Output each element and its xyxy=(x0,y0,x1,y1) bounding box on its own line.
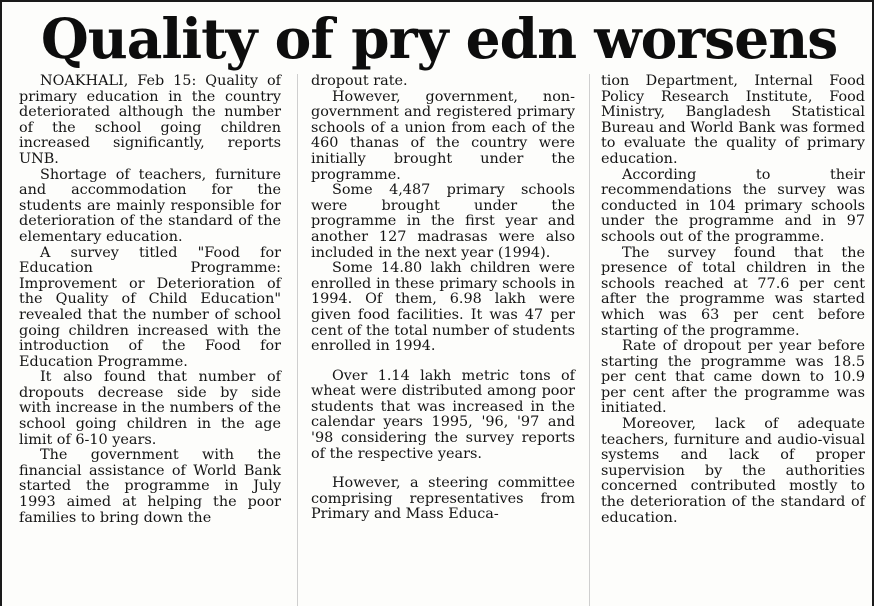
body-paragraph: According to their recommendations the survey was conducted in 104 primary schools under the programme and in 97 schools out of the programme. xyxy=(601,166,865,245)
body-paragraph: Over 1.14 lakh metric tons of wheat were distributed among poor students that was increased in the calendar years 1995, '96, '97 and '98 considering the survey reports of the respective years. xyxy=(311,367,575,462)
column-divider xyxy=(297,74,298,606)
body-paragraph-continued: tion Department, Internal Food Policy Research Institute, Food Ministry, Bangladesh Statistical Bureau and World Bank was formed to evaluate the quality of primary education. xyxy=(601,73,865,167)
body-paragraph: Moreover, lack of adequate teachers, furniture and audio-visual systems and lack of proper supervision by the authorities concerned contributed mostly to the deterioration of the standard of education. xyxy=(601,416,865,526)
dateline-paragraph: NOAKHALI, Feb 15: Quality of primary education in the country deteriorated although the number of the school going children increased significantly, reports UNB. xyxy=(19,73,281,167)
column-divider xyxy=(589,74,590,606)
body-paragraph: A survey titled "Food for Education Programme: Improvement or Deterioration of the Quality of Child Education" revealed that the number of school going children increased with the introduction of the Food for Education Programme. xyxy=(19,244,281,370)
body-paragraph-continued: dropout rate. xyxy=(311,73,408,89)
body-paragraph: Some 4,487 primary schools were brought under the programme in the first year and another 127 madrasas were also included in the next year (1994). xyxy=(311,182,575,261)
column-2 xyxy=(311,74,575,523)
body-paragraph: Shortage of teachers, furniture and accommodation for the students are mainly responsible for deterioration of the standard of the elementary education. xyxy=(19,166,281,245)
body-paragraph: Rate of dropout per year before starting the programme was 18.5 per cent that came down to 10.9 per cent after the programme was initiated. xyxy=(601,338,865,417)
body-paragraph: However, government, non-government and registered primary schools of a union from each of the 460 thanas of the country were initially brought under the programme. xyxy=(311,88,575,183)
body-paragraph: Some 14.80 lakh children were enrolled in these primary schools in 1994. Of them, 6.98 lakh were given food facilities. It was 47 per cent of the total number of students enrolled in 1994. xyxy=(311,260,575,355)
column-1 xyxy=(19,74,281,526)
body-paragraph: The survey found that the presence of total children in the schools reached at 77.6 per cent after the programme was started which was 63 per cent before starting of the programme. xyxy=(601,244,865,339)
body-paragraph: It also found that number of dropouts decrease side by side with increase in the numbers of the school going children in the age limit of 6-10 years. xyxy=(19,369,281,448)
body-paragraph: However, a steering committee comprising representatives from Primary and Mass Educa- xyxy=(311,475,575,523)
headline: Quality of pry edn worsens xyxy=(40,6,838,71)
column-3 xyxy=(601,74,865,526)
body-paragraph: The government with the financial assistance of World Bank started the programme in July 1993 aimed at helping the poor families to bring down the xyxy=(19,447,281,526)
